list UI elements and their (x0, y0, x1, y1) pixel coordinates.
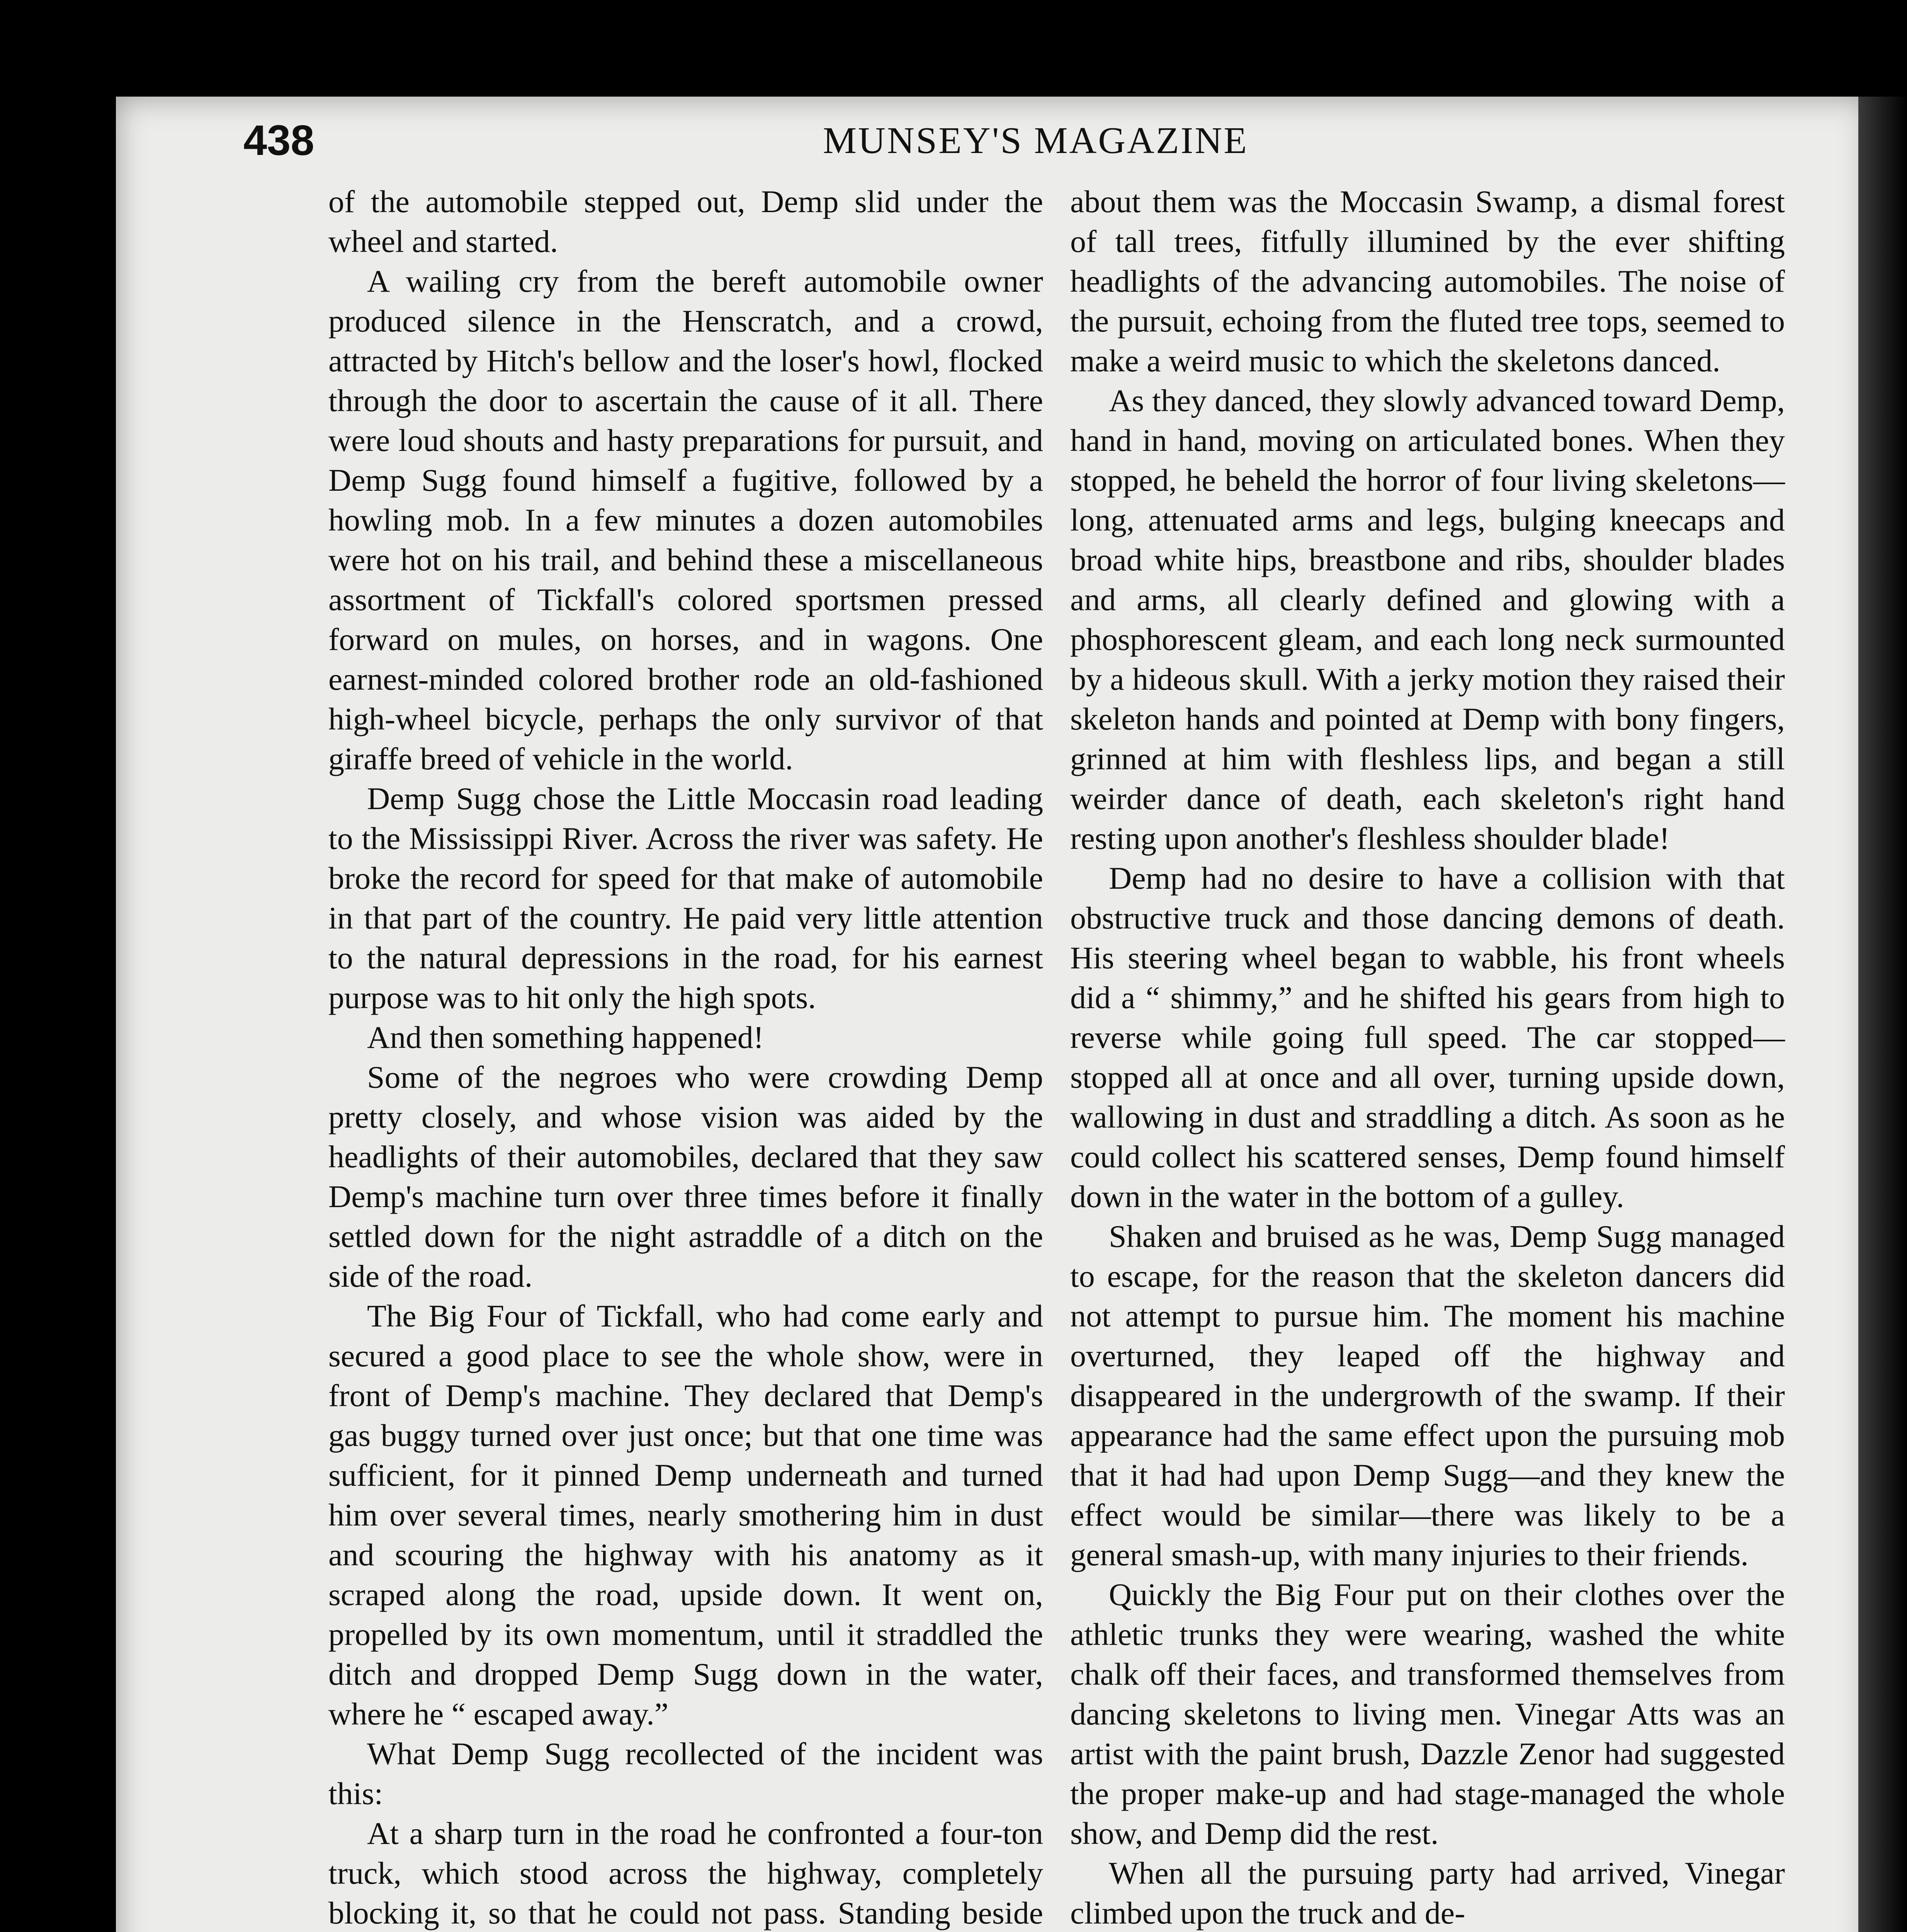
page-header (243, 116, 1812, 170)
paragraph: Some of the negroes who were crowding Demp pretty closely, and whose vision was aided by the headlights of their automobiles, declared that they saw Demp's machine turn over three times before it finally settled down for the night astraddle of a ditch on the side of the road. (328, 1060, 1043, 1294)
running-title: MUNSEY'S MAGAZINE (823, 120, 1249, 162)
paragraph: Demp had no desire to have a collision with that obstructive truck and those dancing demons of death. His steering wheel began to wabble, his front wheels did a “ shimmy,” and he shifted his gears from high to reverse while going full speed. The car stopped—stopped all at once and all over, turning upside down, wallowing in dust and straddling a ditch. As soon as he could collect his scattered senses, Demp found himself down in the water in the bottom of a gulley. (1070, 861, 1785, 1214)
paragraph: A wailing cry from the bereft automobile owner produced silence in the Henscratch, and a crowd, attracted by Hitch's bellow and the loser's howl, flocked through the door to ascertain the cause of it all. There were loud shouts and hasty preparations for pursuit, and Demp Sugg found himself a fugitive, followed by a howling mob. In a few minutes a dozen automobiles were hot on his trail, and behind these a miscellaneous assortment of Tickfall's colored sportsmen pressed forward on mules, on horses, and in wagons. One earnest-minded colored brother rode an old-fashioned high-wheel bicycle, perhaps the only survivor of that giraffe breed of vehicle in the world. (328, 264, 1043, 776)
paragraph: Shaken and bruised as he was, Demp Sugg managed to escape, for the reason that the skeleton dancers did not attempt to pursue him. The moment his machine overturned, they leaped off the highway and disappeared in the undergrowth of the swamp. If their appearance had the same effect upon the pursuing mob that it had had upon Demp Sugg—and they knew the effect would be similar—there was likely to be a general smash-up, with many injuries to their friends. (1070, 1219, 1785, 1572)
paragraph: Quickly the Big Four put on their clothes over the athletic trunks they were wearing, washed the white chalk off their faces, and transformed themselves from dancing skeletons to living men. Vinegar Atts was an artist with the paint brush, Dazzle Zenor had suggested the proper make-up and had stage-managed the whole show, and Demp did the rest. (1070, 1577, 1785, 1851)
page-number: 438 (243, 117, 314, 164)
paragraph: What Demp Sugg recollected of the incident was this: (328, 1736, 1043, 1811)
paragraph: Demp Sugg chose the Little Moccasin road leading to the Mississippi River. Across the river was safety. He broke the record for speed for that make of automobile in that part of the country. He paid very little attention to the natural depressions in the road, for his earnest purpose was to hit only the high spots. (328, 781, 1043, 1015)
page-edge-shadow (1858, 97, 1907, 1932)
left-column (328, 182, 1043, 1932)
paragraph: The Big Four of Tickfall, who had come early and secured a good place to see the whole show, were in front of Demp's machine. They declared that Demp's gas buggy turned over just once; but that one time was sufficient, for it pinned Demp underneath and turned him over several times, nearly smothering him in dust and scouring the highway with his anatomy as it scraped along the road, upside down. It went on, propelled by its own momentum, until it straddled the ditch and dropped Demp Sugg down in the water, where he “ escaped away.” (328, 1298, 1043, 1731)
right-column (1070, 182, 1785, 1932)
paragraph: When all the pursuing party had arrived, Vinegar climbed upon the truck and de- (1070, 1855, 1785, 1930)
paragraph: At a sharp turn in the road he confronted a four-ton truck, which stood across the highway, completely blocking it, so that he could not pass. Standing beside (328, 1816, 1043, 1930)
paragraph: As they danced, they slowly advanced toward Demp, hand in hand, moving on articulated bones. When they stopped, he beheld the horror of four living skeletons—long, attenuated arms and legs, bulging kneecaps and broad white hips, breastbone and ribs, shoulder blades and arms, all clearly defined and glowing with a phosphorescent gleam, and each long neck surmounted by a hideous skull. With a jerky motion they raised their skeleton hands and pointed at Demp with bony fingers, grinned at him with fleshless lips, and began a still weirder dance of death, each skeleton's right hand resting upon another's fleshless shoulder blade! (1070, 383, 1785, 856)
paragraph: of the automobile stepped out, Demp slid under the wheel and started. (328, 184, 1043, 259)
paragraph: And then something happened! (367, 1020, 764, 1055)
paragraph: about them was the Moccasin Swamp, a dismal forest of tall trees, fitfully illumined by the ever shifting headlights of the advancing automobiles. The noise of the pursuit, echoing from the fluted tree tops, seemed to make a weird music to which the skeletons danced. (1070, 184, 1785, 378)
